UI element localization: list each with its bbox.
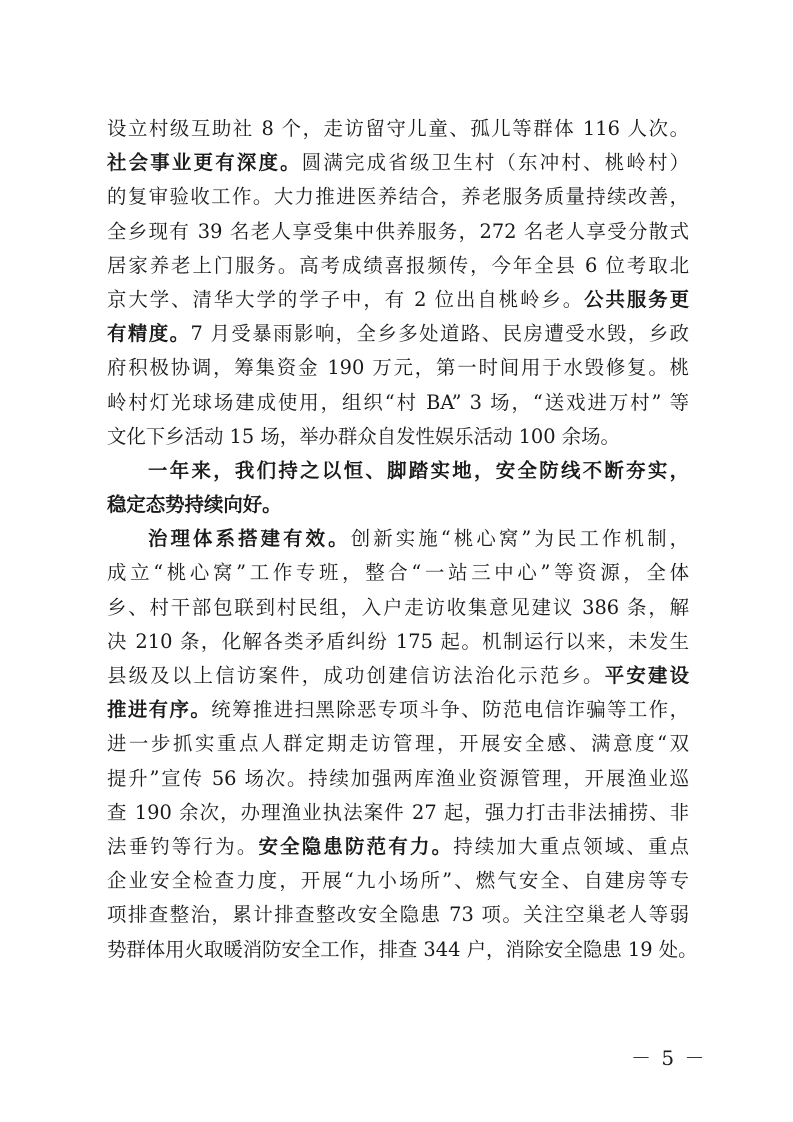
text-segment: 7 月受暴雨影响，全乡多处道路、民房遭受水毁，乡政 bbox=[190, 322, 690, 346]
text-line bbox=[107, 727, 689, 761]
text-segment: 设立村级互助社 8 个，走访留守儿童、孤儿等群体 116 人次。 bbox=[107, 117, 689, 140]
text-line bbox=[107, 146, 689, 180]
text-line bbox=[107, 317, 689, 351]
text-segment: 统筹推进扫黑除恶专项斗争、防范电信诈骗等工作， bbox=[211, 698, 689, 722]
text-line bbox=[107, 659, 689, 693]
section-heading: 有精度。 bbox=[107, 322, 191, 346]
text-line bbox=[107, 112, 689, 146]
text-segment: 成立“桃心窝”工作专班，整合“一站三中心”等资源，全体 bbox=[107, 561, 689, 585]
section-heading: 推进有序。 bbox=[107, 698, 212, 722]
section-heading: 社会事业更有深度。 bbox=[107, 151, 302, 175]
text-segment: 圆满完成省级卫生村（东冲村、桃岭村） bbox=[301, 151, 689, 175]
text-line bbox=[107, 180, 689, 214]
text-line bbox=[107, 864, 689, 898]
text-segment: 京大学、清华大学的学子中，有 2 位出自桃岭乡。 bbox=[107, 287, 585, 311]
document-body bbox=[107, 112, 698, 967]
text-segment: 持续加大重点领域、重点 bbox=[453, 834, 690, 858]
text-segment: 居家养老上门服务。高考成绩喜报频传，今年全县 6 位考取北 bbox=[107, 253, 689, 277]
text-line bbox=[107, 386, 689, 420]
text-segment: 决 210 条，化解各类矛盾纠纷 175 起。机制运行以来，未发生 bbox=[107, 629, 689, 653]
text-line bbox=[107, 488, 689, 522]
section-heading: 公共服务更 bbox=[584, 287, 690, 311]
text-segment: 创新实施“桃心窝”为民工作机制， bbox=[350, 527, 690, 551]
text-line bbox=[107, 762, 689, 796]
section-heading: 治理体系搭建有效。 bbox=[148, 527, 351, 551]
text-segment: 提升”宣传 56 场次。持续加强两库渔业资源管理，开展渔业巡 bbox=[107, 766, 689, 790]
text-line bbox=[107, 522, 689, 556]
text-line bbox=[107, 830, 689, 864]
text-segment: 文化下乡活动 15 场，举办群众自发性娱乐活动 100 余场。 bbox=[107, 424, 620, 448]
text-segment: 进一步抓实重点人群定期走访管理，开展安全感、满意度“双 bbox=[107, 732, 689, 756]
text-segment: 企业安全检查力度，开展“九小场所”、燃气安全、自建房等专 bbox=[107, 869, 689, 893]
summary-heading: 一年来，我们持之以恒、脚踏实地，安全防线不断夯实， bbox=[148, 458, 689, 482]
text-segment: 乡、村干部包联到村民组，入户走访收集意见建议 386 条，解 bbox=[107, 595, 689, 619]
text-line bbox=[107, 625, 689, 659]
section-heading: 安全隐患防范有力。 bbox=[258, 834, 454, 858]
summary-heading: 稳定态势持续向好。 bbox=[107, 493, 282, 517]
text-segment: 项排查整治，累计排查整改安全隐患 73 项。关注空巢老人等弱 bbox=[107, 903, 689, 927]
text-line bbox=[107, 283, 689, 317]
text-line bbox=[107, 933, 698, 967]
text-line bbox=[107, 249, 689, 283]
page-number: － 5 － bbox=[631, 1046, 707, 1070]
text-segment: 法垂钓等行为。 bbox=[107, 834, 259, 858]
section-heading: 平安建设 bbox=[604, 664, 690, 687]
text-line bbox=[107, 351, 689, 385]
text-line bbox=[107, 215, 689, 249]
text-line bbox=[107, 591, 689, 625]
text-segment: 岭村灯光球场建成使用，组织“村 BA” 3 场，“送戏进万村” 等 bbox=[107, 390, 689, 414]
text-segment: 的复审验收工作。大力推进医养结合，养老服务质量持续改善， bbox=[107, 185, 689, 209]
text-line bbox=[107, 420, 689, 454]
text-line bbox=[107, 693, 689, 727]
text-segment: 查 190 余次，办理渔业执法案件 27 起，强力打击非法捕捞、非 bbox=[107, 800, 689, 824]
text-segment: 府积极协调，筹集资金 190 万元，第一时间用于水毁修复。桃 bbox=[107, 356, 689, 380]
text-line bbox=[107, 796, 689, 830]
text-line bbox=[107, 454, 689, 488]
text-line bbox=[107, 898, 689, 932]
text-segment: 势群体用火取暖消防安全工作，排查 344 户，消除安全隐患 19 处。 bbox=[107, 937, 698, 961]
text-segment: 县级及以上信访案件，成功创建信访法治化示范乡。 bbox=[107, 664, 605, 687]
text-segment: 全乡现有 39 名老人享受集中供养服务，272 名老人享受分散式 bbox=[107, 219, 689, 243]
text-line bbox=[107, 556, 689, 590]
